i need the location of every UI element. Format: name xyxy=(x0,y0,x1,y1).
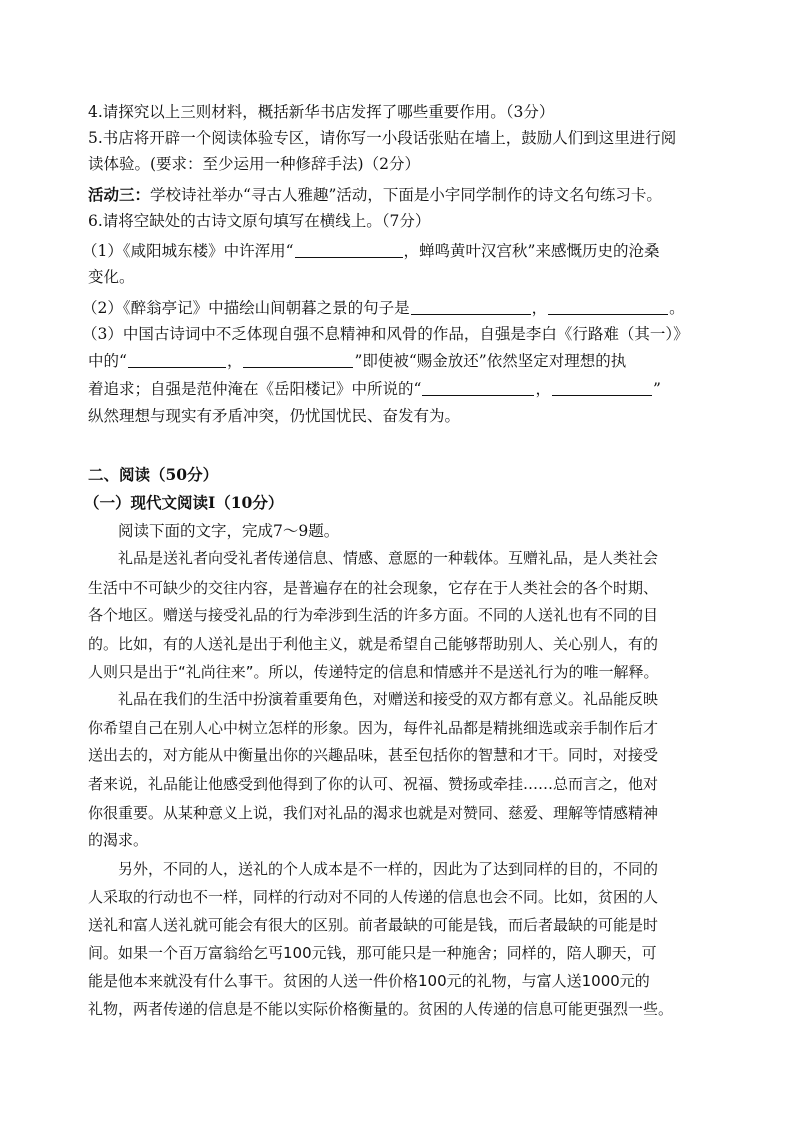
passage-p2-line-2: 你希望自己在别人心中树立怎样的形象。因为，每件礼品都是精挑细选或亲手制作后才 xyxy=(88,719,659,737)
item-3-l2-separator: ， xyxy=(226,352,243,370)
item-1-suffix: ，蝉鸣黄叶汉宫秋”来感慨历史的沧桑 xyxy=(403,242,660,260)
answer-blank-3[interactable] xyxy=(548,298,668,315)
passage-p3-line-5: 能是他本来就没有什么事干。贫困的人送一件价格100元的礼物，与富人送1000元的 xyxy=(88,972,650,990)
item-3-l3-prefix: 着追求；自强是范仲淹在《岳阳楼记》中所说的“ xyxy=(88,380,422,398)
answer-blank-6[interactable] xyxy=(422,379,534,396)
question-6-item-3-line-3 xyxy=(88,378,661,400)
question-6-item-1 xyxy=(82,240,659,262)
passage-p2-line-4: 者来说，礼品能让他感受到他得到了你的认可、祝福、赞扬或牵挂……总而言之，他对 xyxy=(88,775,659,793)
question-6-item-2 xyxy=(82,297,685,319)
item-3-l3-suffix: ” xyxy=(652,380,661,398)
question-6-item-3-line-4: 纵然理想与现实有矛盾冲突，仍忧国忧民、奋发有为。 xyxy=(88,407,461,425)
activity-3-text: 学校诗社举办“寻古人雅趣”活动，下面是小宇同学制作的诗文名句练习卡。 xyxy=(150,186,662,204)
passage-p2-line-6: 的渴求。 xyxy=(88,831,149,849)
question-6-item-3-line-1: （3）中国古诗词中不乏体现自强不息精神和风骨的作品，自强是李白《行路难（其一）》 xyxy=(82,325,689,343)
passage-p2-line-5: 你很重要。从某种意义上说，我们对礼品的渴求也就是对赞同、慈爱、理解等情感精神 xyxy=(88,804,659,822)
passage-p3-line-2: 人采取的行动也不一样，同样的行动对不同的人传递的信息也会不同。比如，贫困的人 xyxy=(88,888,659,906)
item-3-l2-suffix: ”即使被“赐金放还”依然坚定对理想的执 xyxy=(354,352,627,370)
passage-p1-line-1: 礼品是送礼者向受礼者传递信息、情感、意愿的一种载体。互赠礼品，是人类社会 xyxy=(118,549,659,567)
item-2-prefix: （2）《醉翁亭记》中描绘山间朝暮之景的句子是 xyxy=(82,299,410,317)
passage-p3-line-1: 另外，不同的人，送礼的个人成本是不一样的，因此为了达到同样的目的，不同的 xyxy=(118,860,659,878)
question-6-item-3-line-2 xyxy=(88,350,626,372)
item-2-suffix: 。 xyxy=(669,299,685,317)
question-4: 4.请探究以上三则材料，概括新华书店发挥了哪些重要作用。（3分） xyxy=(88,103,555,121)
item-3-l2-prefix: 中的“ xyxy=(88,352,127,370)
section-2-subtitle: （一）现代文阅读Ⅰ（10分） xyxy=(84,493,284,512)
passage-p1-line-5: 人则只是出于“礼尚往来”。所以，传递特定的信息和情感并不是送礼行为的唯一解释。 xyxy=(88,663,659,681)
item-1-prefix: （1）《咸阳城东楼》中许浑用“ xyxy=(82,242,294,260)
activity-3 xyxy=(88,184,662,206)
passage-p1-line-4: 的。比如，有的人送礼是出于利他主义，就是希望自己能够帮助别人、关心别人，有的 xyxy=(88,635,659,653)
passage-p3-line-3: 送礼和富人送礼就可能会有很大的区别。前者最缺的可能是钱，而后者最缺的可能是时 xyxy=(88,916,659,934)
answer-blank-2[interactable] xyxy=(411,298,531,315)
passage-p2-line-1: 礼品在我们的生活中扮演着重要角色，对赠送和接受的双方都有意义。礼品能反映 xyxy=(118,690,659,708)
answer-blank-1[interactable] xyxy=(295,241,403,258)
section-2-title: 二、阅读（50分） xyxy=(88,465,219,484)
passage-p2-line-3: 送出去的，对方能从中衡量出你的兴趣品味，甚至包括你的智慧和才干。同时，对接受 xyxy=(88,746,659,764)
question-6-item-1-line-2: 变化。 xyxy=(88,268,135,286)
answer-blank-7[interactable] xyxy=(552,379,652,396)
question-6-prompt: 6.请将空缺处的古诗文原句填写在横线上。（7分） xyxy=(88,212,431,230)
passage-p3-line-6: 礼物，两者传递的信息是不能以实际价格衡量的。贫困的人传递的信息可能更强烈一些。 xyxy=(88,1000,674,1018)
answer-blank-4[interactable] xyxy=(128,351,226,368)
passage-p1-line-3: 各个地区。赠送与接受礼品的行为牵涉到生活的许多方面。不同的人送礼也有不同的目 xyxy=(88,606,659,624)
reading-instruction: 阅读下面的文字，完成7～9题。 xyxy=(118,522,340,540)
answer-blank-5[interactable] xyxy=(243,351,353,368)
activity-3-label: 活动三： xyxy=(88,185,151,204)
question-5-line-1: 5.书店将开辟一个阅读体验专区，请你写一小段话张贴在墙上，鼓励人们到这里进行阅 xyxy=(88,129,677,147)
item-3-l3-separator: ， xyxy=(535,380,551,398)
passage-p3-line-4: 间。如果一个百万富翁给乞丐100元钱，那可能只是一种施舍；同样的，陪人聊天，可 xyxy=(88,944,657,962)
item-2-separator: ， xyxy=(531,299,548,317)
passage-p1-line-2: 生活中不可缺少的交往内容，是普遍存在的社会现象，它存在于人类社会的各个时期、 xyxy=(88,579,659,597)
question-5-line-2: 读体验。(要求：至少运用一种修辞手法)（2分） xyxy=(88,155,420,173)
